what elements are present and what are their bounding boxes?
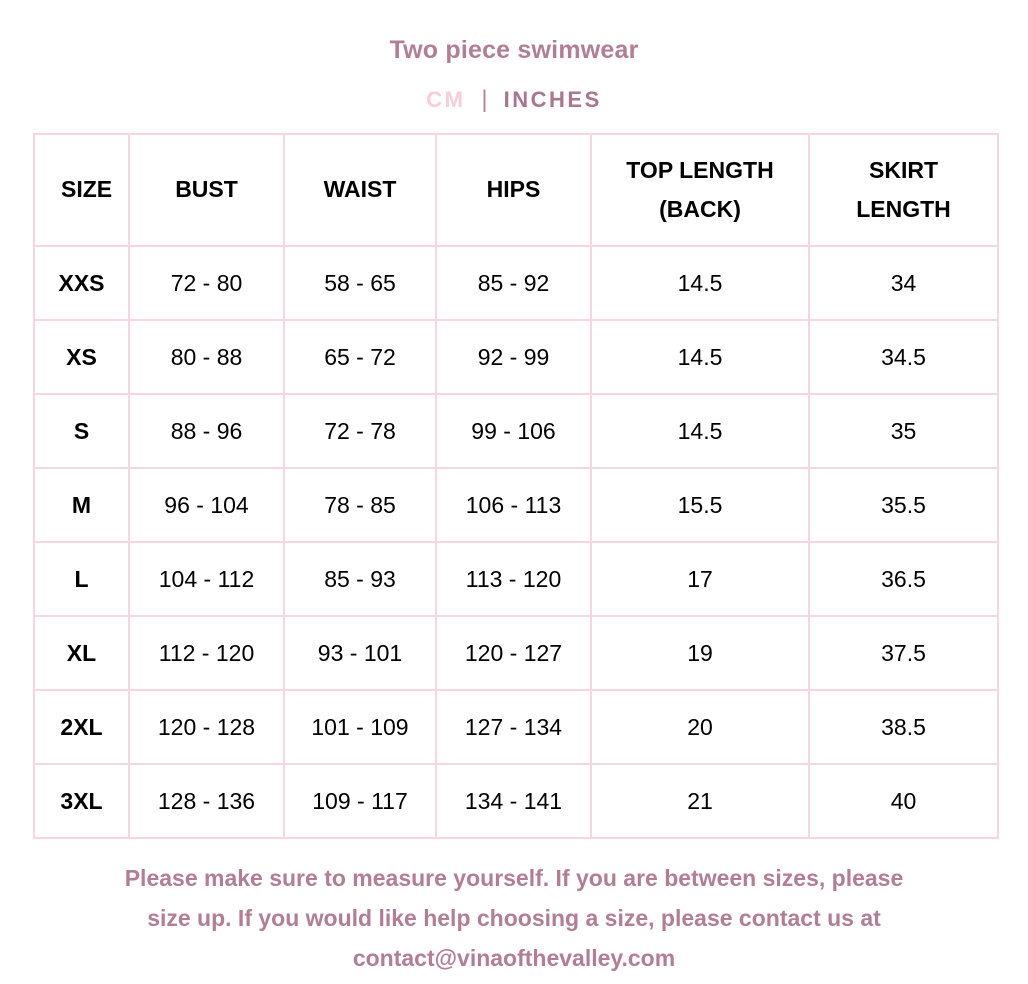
table-row [34, 764, 998, 838]
unit-option-inches[interactable]: INCHES [503, 87, 602, 112]
measurement-note-line: size up. If you would like help choosing a size, please contact us at [147, 905, 881, 931]
cell-skirt-length: 36.5 [809, 542, 998, 616]
cell-bust: 128 - 136 [129, 764, 284, 838]
cell-hips: 85 - 92 [436, 246, 591, 320]
cell-top-length-back: 17 [591, 542, 809, 616]
size-table-header [34, 134, 998, 246]
cell-skirt-length: 34 [809, 246, 998, 320]
cell-hips: 113 - 120 [436, 542, 591, 616]
cell-waist: 93 - 101 [284, 616, 436, 690]
column-header-waist: WAIST [284, 134, 436, 246]
unit-option-cm[interactable]: CM [426, 87, 466, 112]
size-chart-table [33, 133, 999, 839]
cell-top-length-back: 15.5 [591, 468, 809, 542]
cell-waist: 78 - 85 [284, 468, 436, 542]
column-header-hips: HIPS [436, 134, 591, 246]
cell-skirt-length: 40 [809, 764, 998, 838]
cell-bust: 88 - 96 [129, 394, 284, 468]
table-row [34, 468, 998, 542]
table-row [34, 616, 998, 690]
cell-waist: 58 - 65 [284, 246, 436, 320]
row-size-label: 3XL [34, 764, 129, 838]
cell-skirt-length: 35 [809, 394, 998, 468]
row-size-label: S [34, 394, 129, 468]
cell-skirt-length: 37.5 [809, 616, 998, 690]
cell-top-length-back: 14.5 [591, 394, 809, 468]
measurement-note-line contact-email: contact@vinaofthevalley.com [352, 945, 676, 971]
cell-bust: 80 - 88 [129, 320, 284, 394]
table-row [34, 542, 998, 616]
cell-top-length-back: 20 [591, 690, 809, 764]
column-header-size: SIZE [34, 134, 129, 246]
column-header-top-length: TOP LENGTH (BACK) [591, 134, 809, 246]
size-table-body [34, 246, 998, 838]
cell-bust: 112 - 120 [129, 616, 284, 690]
column-header-bust: BUST [129, 134, 284, 246]
table-row [34, 394, 998, 468]
cell-waist: 109 - 117 [284, 764, 436, 838]
cell-skirt-length: 34.5 [809, 320, 998, 394]
table-row [34, 690, 998, 764]
row-size-label: XS [34, 320, 129, 394]
measurement-note-line: Please make sure to measure yourself. If you are between sizes, please [124, 865, 904, 891]
measurement-note [0, 858, 1028, 978]
row-size-label: M [34, 468, 129, 542]
row-size-label: XXS [34, 246, 129, 320]
cell-hips: 92 - 99 [436, 320, 591, 394]
page-title: Two piece swimwear [389, 36, 639, 64]
cell-bust: 120 - 128 [129, 690, 284, 764]
row-size-label: 2XL [34, 690, 129, 764]
cell-waist: 85 - 93 [284, 542, 436, 616]
column-header-skirt-length: SKIRT LENGTH [809, 134, 998, 246]
row-size-label: XL [34, 616, 129, 690]
unit-toggle-divider: | [481, 86, 488, 113]
cell-hips: 106 - 113 [436, 468, 591, 542]
cell-bust: 96 - 104 [129, 468, 284, 542]
table-row [34, 246, 998, 320]
cell-waist: 101 - 109 [284, 690, 436, 764]
cell-bust: 72 - 80 [129, 246, 284, 320]
row-size-label: L [34, 542, 129, 616]
cell-hips: 120 - 127 [436, 616, 591, 690]
cell-waist: 72 - 78 [284, 394, 436, 468]
unit-toggle [0, 86, 1028, 114]
header-row [34, 134, 998, 246]
cell-waist: 65 - 72 [284, 320, 436, 394]
cell-bust: 104 - 112 [129, 542, 284, 616]
cell-hips: 127 - 134 [436, 690, 591, 764]
cell-top-length-back: 19 [591, 616, 809, 690]
cell-skirt-length: 38.5 [809, 690, 998, 764]
cell-hips: 134 - 141 [436, 764, 591, 838]
cell-top-length-back: 21 [591, 764, 809, 838]
cell-skirt-length: 35.5 [809, 468, 998, 542]
cell-top-length-back: 14.5 [591, 246, 809, 320]
cell-hips: 99 - 106 [436, 394, 591, 468]
cell-top-length-back: 14.5 [591, 320, 809, 394]
table-row [34, 320, 998, 394]
